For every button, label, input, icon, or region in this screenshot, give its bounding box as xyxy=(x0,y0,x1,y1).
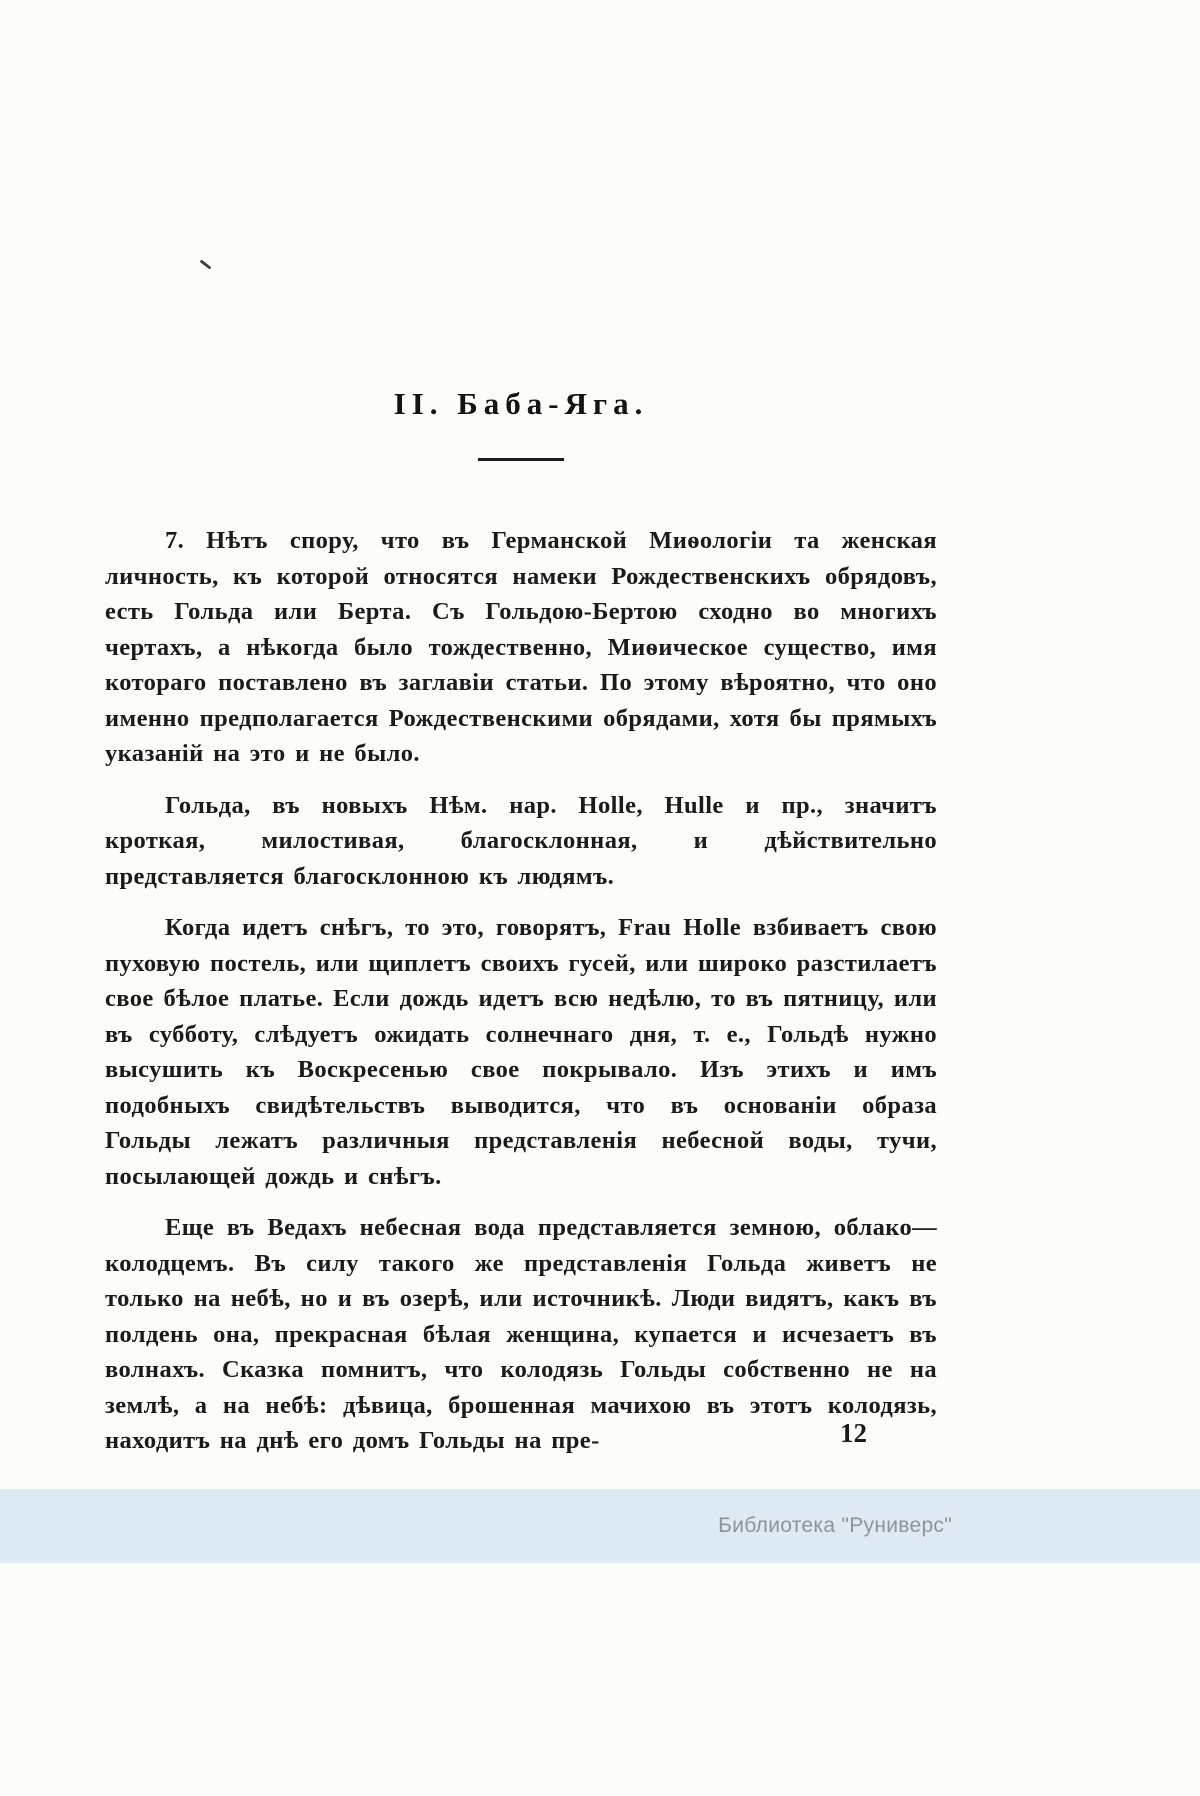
paragraph-3: Когда идетъ снѣгъ, то это, говорятъ, Frau Holle взбиваетъ свою пуховую постель, или щиплетъ своихъ гусей, или широко разстилаетъ свое бѣлое платье. Если дождь идетъ всю недѣлю, то въ пятницу, или въ субботу, слѣдуетъ ожидать солнечнаго дня, т. е., Гольдѣ нужно высушить къ Воскресенью свое покрывало. Изъ этихъ и имъ подобныхъ свидѣтельствъ выводится, что въ основаніи образа Гольды лежатъ различныя представленія небесной воды, тучи, посылающей дождь и снѣгъ. xyxy=(105,914,937,1190)
page-number: 12 xyxy=(840,1418,867,1448)
page-text-block xyxy=(105,0,937,1459)
chapter-title: II. Баба-Яга. xyxy=(393,386,649,421)
watermark-bar xyxy=(0,1489,1200,1563)
library-watermark: Библиотека "Руниверс" xyxy=(718,1514,952,1537)
paragraph-4: Еще въ Ведахъ небесная вода представляется земною, облако—колодцемъ. Въ силу такого же представленія Гольда живетъ не только на небѣ, но и въ озерѣ, или источникѣ. Люди видятъ, какъ въ полдень она, прекрасная бѣлая женщина, купается и исчезаетъ въ волнахъ. Сказка помнитъ, что колодязь Гольды собственно не на землѣ, а на небѣ: дѣвица, брошенная мачихою въ этотъ колодязь, находитъ на днѣ его домъ Гольды на пре- xyxy=(105,1214,937,1454)
paragraph-2: Гольда, въ новыхъ Нѣм. нар. Holle, Hulle и пр., значитъ кроткая, милостивая, благосклонная, и дѣйствительно представляется благосклонною къ людямъ. xyxy=(105,791,937,890)
section-divider-rule xyxy=(478,458,564,461)
paragraph-1: 7. Нѣтъ спору, что въ Германской Миѳологіи та женская личность, къ которой относятся намеки Рождественскихъ обрядовъ, есть Гольда или Берта. Съ Гольдою-Бертою сходно во многихъ чертахъ, а нѣкогда было тождественно, Миѳическое существо, имя котораго поставлено въ заглавіи статьи. По этому вѣроятно, что оно именно предполагается Рождественскими обрядами, хотя бы прямыхъ указаній на это и не было. xyxy=(105,527,937,767)
